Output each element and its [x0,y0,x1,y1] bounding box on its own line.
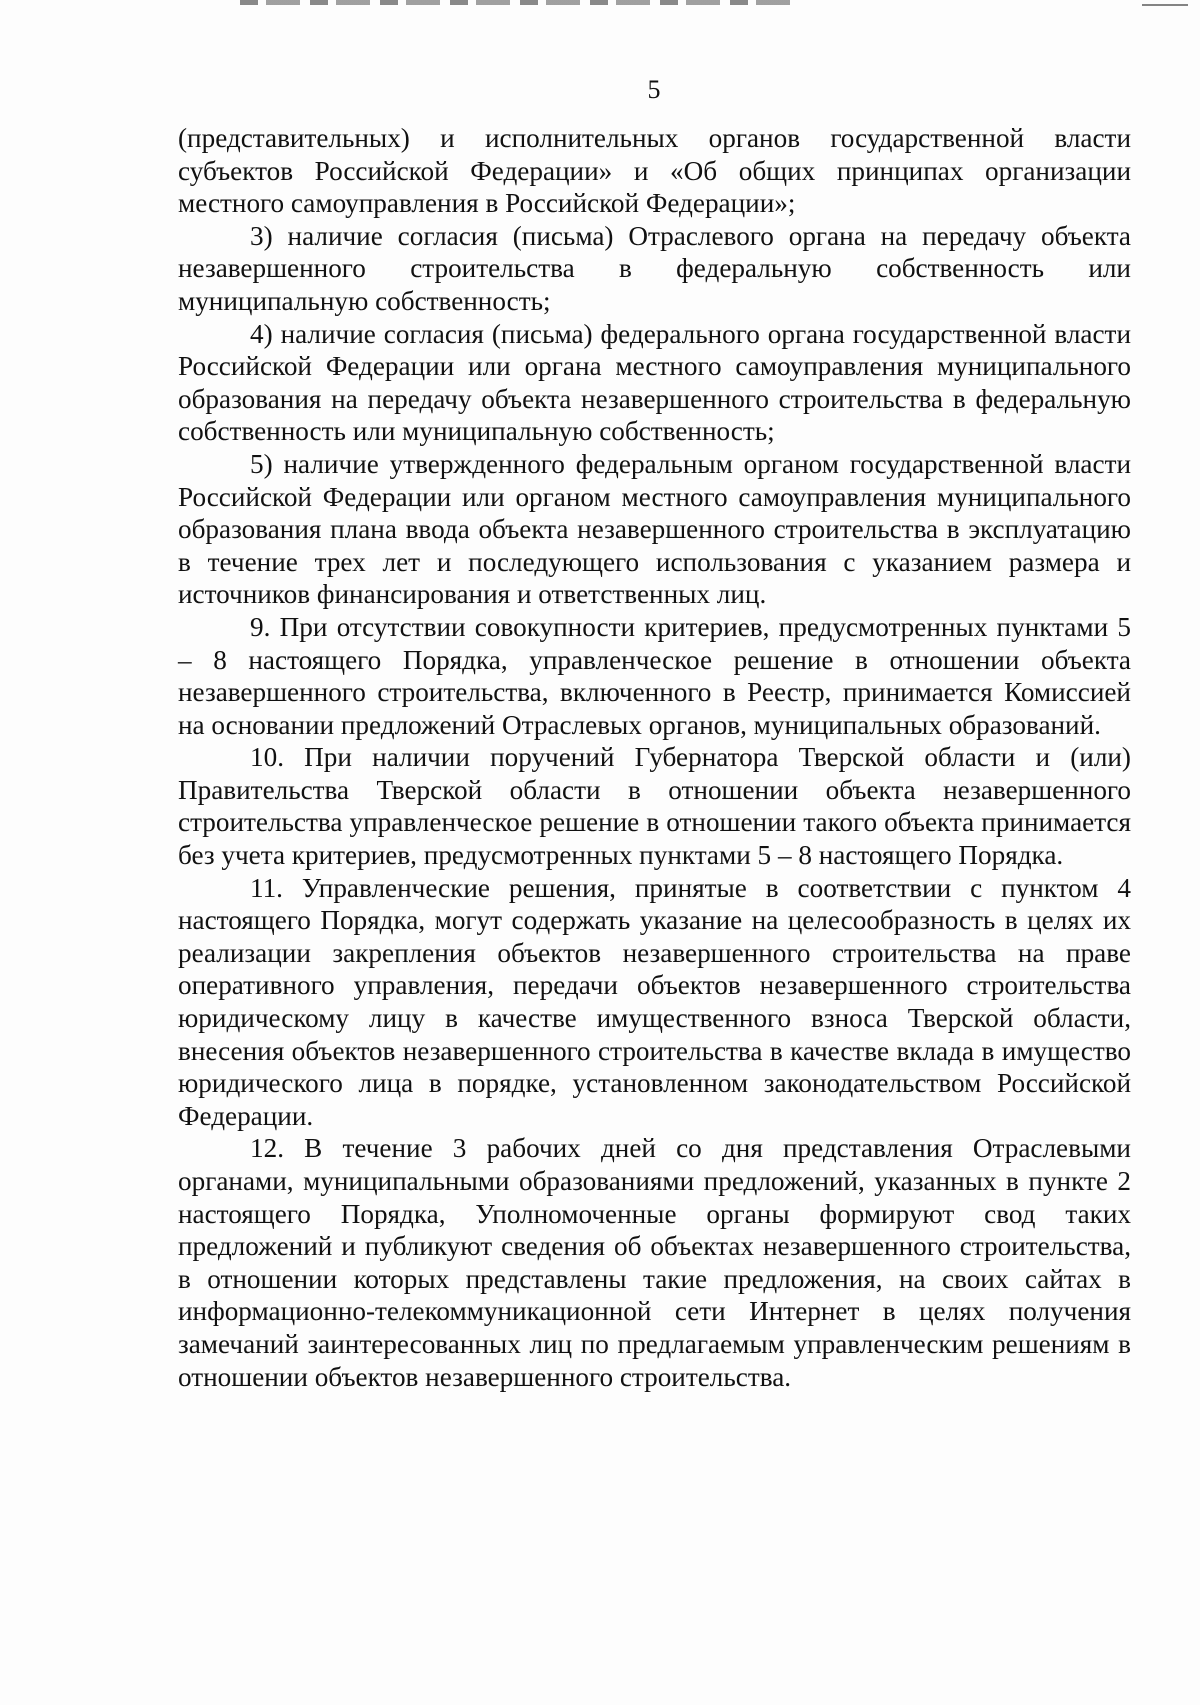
paragraph-clause-11: 11. Управленческие решения, принятые в соответствии с пунктом 4 настоящего Порядка, могут содержать указание на целесообразность в целях их реализации закрепления объектов незавершенного строительства на праве оперативного управления, передачи объектов незавершенного строительства юридическому лицу в качестве имущественного взноса Тверской области, внесения объектов незавершенного строительства в качестве вклада в имущество юридического лица в порядке, установленном законодательством Российской Федерации. [178,872,1131,1131]
paragraph-clause-12: 12. В течение 3 рабочих дней со дня представления Отраслевыми органами, муниципальными образованиями предложений, указанных в пункте 2 настоящего Порядка, Уполномоченные органы формируют свод таких предложений и публикуют сведения об объектах незавершенного строительства, в отношении которых представлены такие предложения, на своих сайтах в информационно-телекоммуникационной сети Интернет в целях получения замечаний заинтересованных лиц по предлагаемым управленческим решениям в отношении объектов незавершенного строительства. [178,1133,1131,1392]
paragraph-clause-10: 10. При наличии поручений Губернатора Тверской области и (или) Правительства Тверской области в отношении объекта незавершенного строительства управленческое решение в отношении такого объекта принимается без учета критериев, предусмотренных пунктами 5 – 8 настоящего Порядка. [178,742,1131,871]
paragraph-clause-9: 9. При отсутствии совокупности критериев, предусмотренных пунктами 5 – 8 настоящего Порядка, управленческое решение в отношении объекта незавершенного строительства, включенного в Реестр, принимается Комиссией на основании предложений Отраслевых органов, муниципальных образований. [178,611,1131,740]
document-body [178,122,1131,1393]
page-number: 5 [647,75,661,104]
paragraph-item-4: 4) наличие согласия (письма) федерального органа государственной власти Российской Федерации или органа местного самоуправления муниципального образования на передачу объекта незавершенного строительства в федеральную собственность или муниципальную собственность; [178,318,1131,447]
paragraph-continuation: (представительных) и исполнительных органов государственной власти субъектов Российской Федерации» и «Об общих принципах организации местного самоуправления в Российской Федерации»; [178,123,1131,219]
scan-artifact-corner [1142,4,1188,6]
paragraph-item-3: 3) наличие согласия (письма) Отраслевого органа на передачу объекта незавершенного строительства в федеральную собственность или муниципальную собственность; [178,220,1131,316]
paragraph-item-5: 5) наличие утвержденного федеральным органом государственной власти Российской Федерации или органом местного самоуправления муниципального образования плана ввода объекта незавершенного строительства в эксплуатацию в течение трех лет и последующего использования с указанием размера и источников финансирования и ответственных лиц. [178,448,1131,610]
scan-artifact-top [240,0,800,5]
